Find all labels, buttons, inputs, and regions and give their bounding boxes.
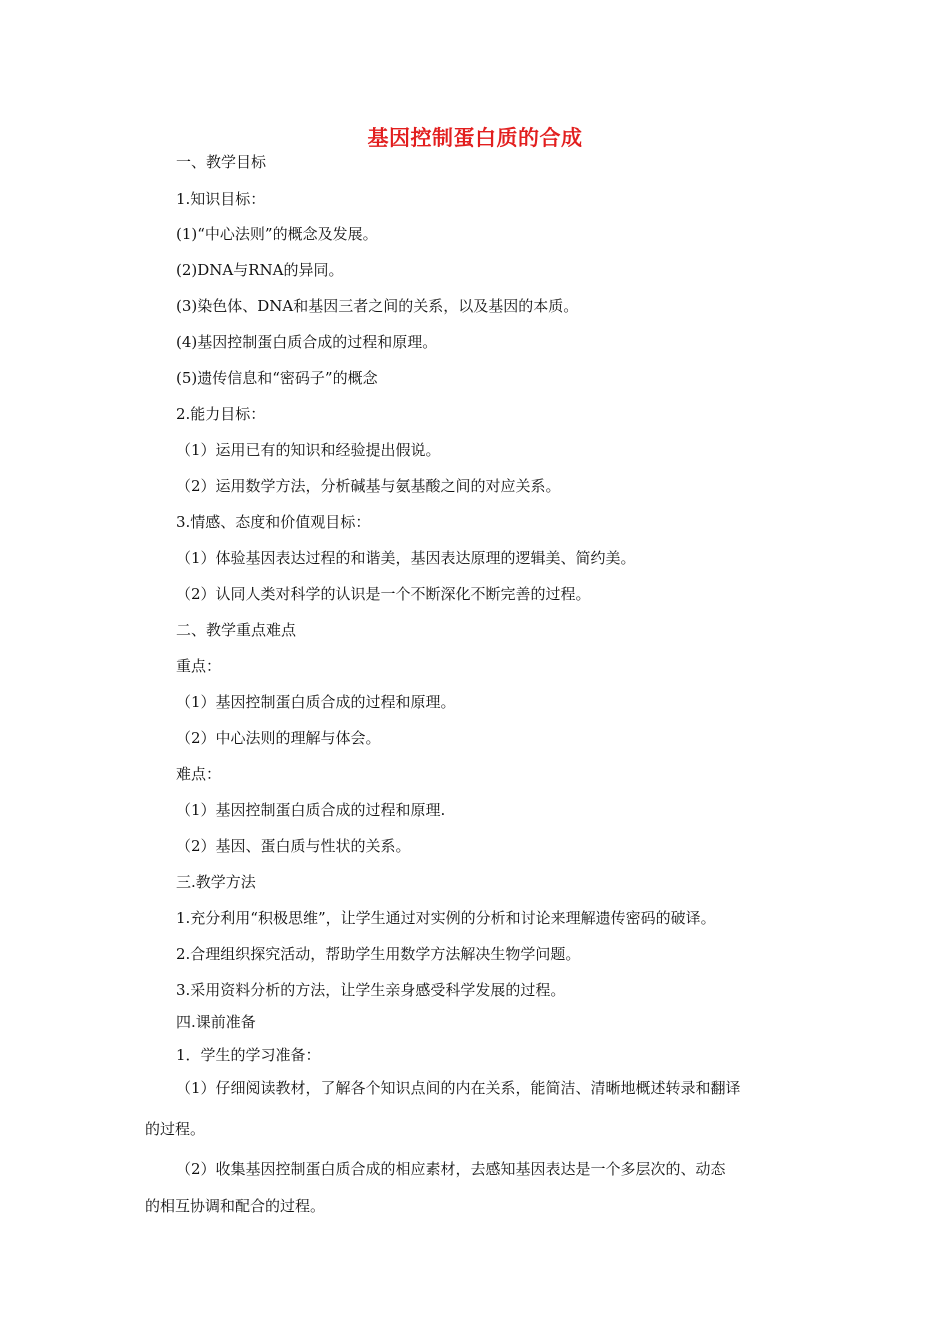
paragraph-line: 的过程。 <box>145 1120 206 1138</box>
list-item: (3)染色体、DNA和基因三者之间的关系，以及基因的本质。 <box>176 297 579 315</box>
paragraph-line: （2）收集基因控制蛋白质合成的相应素材，去感知基因表达是一个多层次的、动态 <box>176 1160 726 1178</box>
list-item: （1）运用已有的知识和经验提出假说。 <box>176 441 441 459</box>
paragraph-line: （1）仔细阅读教材，了解各个知识点间的内在关系，能简洁、清晰地概述转录和翻译 <box>176 1079 741 1097</box>
list-item: （2）基因、蛋白质与性状的关系。 <box>176 837 411 855</box>
list-item: （1）基因控制蛋白质合成的过程和原理。 <box>176 693 456 711</box>
subheading-emotion: 3.情感、态度和价值观目标： <box>176 513 371 531</box>
section-heading-methods: 三.教学方法 <box>176 873 256 891</box>
list-item: 2.合理组织探究活动，帮助学生用数学方法解决生物学问题。 <box>176 945 581 963</box>
list-item: (4)基因控制蛋白质合成的过程和原理。 <box>176 333 438 351</box>
subheading-difficult: 难点： <box>176 765 222 783</box>
paragraph-line: 的相互协调和配合的过程。 <box>145 1197 326 1215</box>
list-item: （2）运用数学方法，分析碱基与氨基酸之间的对应关系。 <box>176 477 561 495</box>
subheading-student-prep: 1．学生的学习准备： <box>176 1046 321 1064</box>
list-item: 3.采用资料分析的方法，让学生亲身感受科学发展的过程。 <box>176 981 566 999</box>
list-item: （2）认同人类对科学的认识是一个不断深化不断完善的过程。 <box>176 585 591 603</box>
list-item: (5)遗传信息和“密码子”的概念 <box>176 369 378 387</box>
subheading-knowledge: 1.知识目标： <box>176 190 266 208</box>
list-item: （2）中心法则的理解与体会。 <box>176 729 381 747</box>
list-item: (2)DNA与RNA的异同。 <box>176 261 344 279</box>
subheading-ability: 2.能力目标： <box>176 405 266 423</box>
document-title: 基因控制蛋白质的合成 <box>367 126 583 150</box>
list-item: （1）基因控制蛋白质合成的过程和原理. <box>176 801 446 819</box>
list-item: 1.充分利用“积极思维”，让学生通过对实例的分析和讨论来理解遗传密码的破译。 <box>176 909 716 927</box>
section-heading-objectives: 一、教学目标 <box>176 153 267 171</box>
subheading-key: 重点： <box>176 657 222 675</box>
section-heading-key-points: 二、教学重点难点 <box>176 621 297 639</box>
list-item: (1)“中心法则”的概念及发展。 <box>176 225 378 243</box>
list-item: （1）体验基因表达过程的和谐美，基因表达原理的逻辑美、简约美。 <box>176 549 636 567</box>
section-heading-preparation: 四.课前准备 <box>176 1013 256 1031</box>
